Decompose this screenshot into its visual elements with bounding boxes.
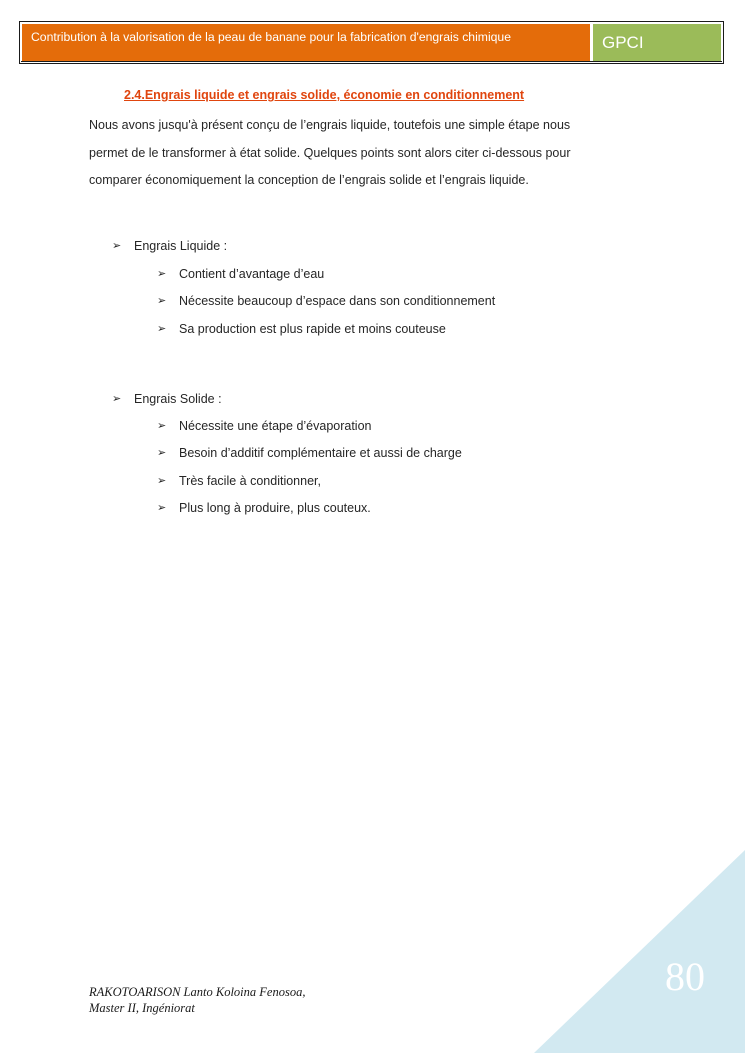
list-item-text: Très facile à conditionner, (179, 474, 321, 488)
list-item-text: Nécessite une étape d’évaporation (179, 419, 372, 433)
arrow-bullet-icon: ➢ (112, 240, 122, 252)
intro-line: Nous avons jusqu'à présent conçu de l’engrais liquide, toutefois une simple étape nous (89, 118, 571, 132)
arrow-bullet-icon: ➢ (157, 475, 167, 487)
arrow-bullet-icon: ➢ (157, 502, 167, 514)
page-corner-triangle (534, 850, 745, 1053)
arrow-bullet-icon: ➢ (157, 420, 167, 432)
author-degree: Master II, Ingéniorat (89, 1000, 195, 1015)
program-tag: GPCI (593, 24, 721, 61)
author-name: RAKOTOARISON Lanto Koloina Fenosoa, (89, 985, 306, 999)
list-item-text: Besoin d’additif complémentaire et aussi de charge (179, 446, 462, 460)
page-number: 80 (665, 954, 705, 999)
arrow-bullet-icon: ➢ (157, 447, 167, 459)
arrow-bullet-icon: ➢ (157, 295, 167, 307)
arrow-bullet-icon: ➢ (157, 268, 167, 280)
corner-triangle-shape (534, 850, 745, 1053)
list-item-text: Nécessite beaucoup d’espace dans son conditionnement (179, 294, 496, 308)
footer-author (89, 985, 305, 1016)
arrow-bullet-icon: ➢ (157, 323, 167, 335)
list-heading-label: Engrais Liquide : (134, 239, 228, 253)
document-title-banner: Contribution à la valorisation de la peau de banane pour la fabrication d'engrais chimique (22, 24, 590, 61)
intro-line: permet de le transformer à état solide. Quelques points sont alors citer ci-dessous pour (89, 145, 571, 160)
section-heading: 2.4.Engrais liquide et engrais solide, économie en conditionnement (124, 88, 525, 102)
list-item-text: Contient d’avantage d’eau (179, 267, 325, 281)
list-item-text: Sa production est plus rapide et moins couteuse (179, 322, 446, 336)
list-heading-label: Engrais Solide : (134, 392, 222, 406)
intro-paragraph (89, 112, 669, 195)
arrow-bullet-icon: ➢ (112, 393, 122, 405)
list-item-text: Plus long à produire, plus couteux. (179, 501, 371, 515)
intro-line: comparer économiquement la conception de l’engrais solide et l’engrais liquide. (89, 173, 529, 187)
